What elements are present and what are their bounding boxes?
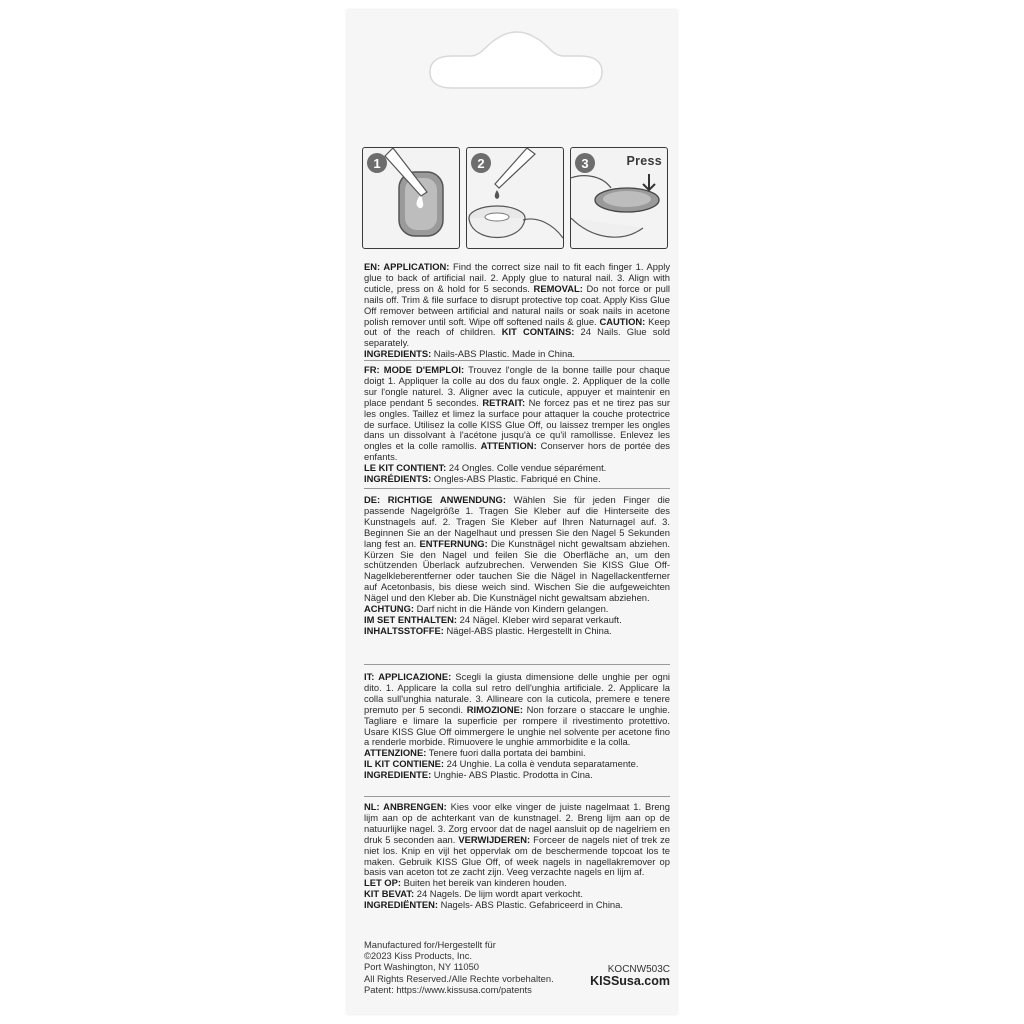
fr-ingredients-text: Ongles-ABS Plastic. Fabriqué en Chine.: [431, 473, 601, 485]
fr-ingredients-heading: INGRÉDIENTS:: [364, 473, 432, 485]
it-kit-text: 24 Unghie. La colla è venduta separatamente.: [444, 758, 639, 770]
de-kit-text: 24 Nägel. Kleber wird separat verkauft.: [457, 613, 622, 625]
de-caution-heading: ACHTUNG:: [364, 603, 414, 615]
it-application-text: Scegli la giusta dimensione delle unghie per ogni dito. 1. Applicare la colla sul retro dell'unghia artificiale. 2. Applicare la colla sull'unghia naturale. 3. Allineare con la cuticola, premere e tenere premuto per 5 secondi.: [364, 671, 670, 715]
step-1-number: 1: [373, 156, 381, 171]
de-caution-text: Darf nicht in die Hände von Kindern gelangen.: [414, 603, 609, 615]
nl-application-text: Kies voor elke vinger de juiste nagelmaat 1. Breng lijm aan op de achterkant van de kunstnagel. 2. Breng lijm aan op de natuurlijke nagel. 3. Zorg ervoor dat de nagel aansluit op de nagelriem en druk 5 seconden aan.: [364, 801, 670, 845]
divider: [364, 796, 670, 797]
nl-application-heading: NL: ANBRENGEN:: [364, 801, 447, 812]
fr-application-text: Trouvez l'ongle de la bonne taille pour chaque doigt 1. Appliquer la colle au dos du faux ongle. 2. Appliquer de la colle sur l'ongle naturel. 3. Aligner avec la cuticule, appuyer et maintenir en place pendant 5 secondes.: [364, 364, 670, 408]
website-link: KISSusa.com: [590, 974, 670, 988]
section-fr: [364, 365, 670, 485]
en-kit-text: 24 Nails. Glue sold separately.: [364, 326, 670, 349]
de-kit-heading: IM SET ENTHALTEN:: [364, 613, 458, 625]
step-3-illustration: [570, 147, 668, 249]
de-removal-text: Die Kunstnägel nicht gewaltsam abziehen. Kürzen Sie den Nagel und feilen Sie die Oberfläche an, um den schützenden Überlack aufzubrechen. Verwenden Sie KISS Glue Off-Nagelkleberentferner oder tauchen Sie die Nägel in Nagellackentferner auf Acetonbasis, bis diese weich sind. Wischen Sie die aufgeweichten Nägel und den Kleber ab. Die Kunstnägel nicht gewaltsam abziehen.: [364, 537, 670, 604]
press-label: Press: [626, 154, 662, 168]
instruction-steps: [362, 147, 668, 249]
section-en: [364, 262, 670, 360]
fr-caution-heading: ATTENTION:: [480, 440, 537, 452]
fr-application-heading: FR: MODE D'EMPLOI:: [364, 364, 465, 375]
manufacturer-footer: [364, 939, 670, 995]
footer-copyright: ©2023 Kiss Products, Inc.: [364, 950, 473, 962]
de-removal-heading: ENTFERNUNG:: [419, 537, 488, 549]
nl-removal-heading: VERWIJDEREN:: [458, 833, 531, 845]
en-ingredients-heading: INGREDIENTS:: [364, 348, 432, 360]
en-application-heading: EN: APPLICATION:: [364, 261, 450, 272]
footer-rights: All Rights Reserved./Alle Rechte vorbehalten.: [364, 972, 554, 984]
de-ingredients-text: Nägel-ABS plastic. Hergestellt in China.: [443, 624, 612, 636]
de-application-text: Wählen Sie für jeden Finger die passende Nagelgröße 1. Tragen Sie Kleber auf die Hinterseite des Kunstnagels auf. 2. Tragen Sie Kleber auf Ihren Naturnagel auf. 3. Beginnen Sie an der Nagelhaut und pressen Sie den Nagel 5 Sekunden lang fest an.: [364, 494, 670, 549]
nl-caution-heading: LET OP:: [364, 877, 401, 889]
it-removal-heading: RIMOZIONE:: [466, 703, 523, 715]
it-application-heading: IT: APPLICAZIONE:: [364, 671, 452, 682]
footer-manufactured-for: Manufactured for/Hergestellt für: [364, 939, 496, 950]
it-caution-text: Tenere fuori dalla portata dei bambini.: [426, 747, 586, 759]
hang-hole: [0, 0, 1024, 140]
fr-removal-heading: RETRAIT:: [482, 396, 526, 408]
it-removal-text: Non forzare o staccare le unghie. Tagliare e limare la superficie per rompere il rivestimento protettivo. Usare KISS Glue Off oimmergere le unghie nel solvente per acetone fino a renderle morbide. Rimuovere le unghie ammorbidite e la colla.: [364, 703, 670, 748]
en-removal-text: Do not force or pull nails off. Trim & file surface to disrupt protective top coat. Apply Kiss Glue Off remover between artificial and natural nails or soak nails in acetone polish remover until soft. Wipe off softened nails & glue.: [364, 282, 670, 327]
nl-removal-text: Forceer de nagels niet of trek ze niet los. Knip en vijl het oppervlak om de beschermende topcoat los te maken. Gebruik KISS Glue Off, of week nagels in nagellakremover op basis van aceton tot ze zacht zijn. Veeg verzachte nagels en lijm af.: [364, 833, 670, 878]
divider: [364, 664, 670, 665]
fr-kit-text: 24 Ongles. Colle vendue séparément.: [446, 462, 607, 474]
en-caution-heading: CAUTION:: [599, 315, 646, 327]
en-application-text: Find the correct size nail to fit each finger 1. Apply glue to back of artificial nail. 2. Apply glue to natural nail. 3. Align with cuticle, press on & hold for 5 seconds.: [364, 261, 671, 294]
it-caution-heading: ATTENZIONE:: [364, 747, 427, 759]
de-application-heading: DE: RICHTIGE ANWENDUNG:: [364, 494, 506, 505]
it-kit-heading: IL KIT CONTIENE:: [364, 758, 445, 770]
nl-kit-heading: KIT BEVAT:: [364, 888, 415, 900]
it-ingredients-text: Unghie- ABS Plastic. Prodotta in Cina.: [431, 769, 593, 781]
fr-kit-heading: LE KIT CONTIENT:: [364, 462, 447, 474]
en-caution-text: Keep out of the reach of children.: [364, 315, 671, 338]
nl-ingredients-heading: INGREDIËNTEN:: [364, 899, 438, 911]
section-nl: [364, 802, 670, 911]
footer-patent: Patent: https://www.kissusa.com/patents: [364, 983, 532, 995]
product-code: KOCNW503C: [607, 964, 670, 975]
it-ingredients-heading: INGREDIENTE:: [364, 769, 432, 781]
footer-address: Port Washington, NY 11050: [364, 961, 479, 973]
fr-caution-text: Conserver hors de portée des enfants.: [364, 440, 670, 463]
nl-ingredients-text: Nagels- ABS Plastic. Gefabriceerd in China.: [437, 899, 623, 911]
divider: [364, 360, 670, 361]
divider: [364, 488, 670, 489]
step-2-number: 2: [477, 156, 485, 171]
section-de: [364, 495, 670, 637]
fr-removal-text: Ne forcez pas et ne tirez pas sur les ongles. Taillez et limez la surface pour attaquer la couche protectrice de surface. Utilisez la colle KISS Glue Off, ou laissez tremper les ongles dans un dissolvant à l'acétone jusqu'à ce qu'il ramollisse. Enlevez les ongles et la colle ramollis.: [364, 396, 670, 452]
en-ingredients-text: Nails-ABS Plastic. Made in China.: [431, 348, 576, 360]
en-removal-heading: REMOVAL:: [533, 282, 583, 294]
de-ingredients-heading: INHALTSSTOFFE:: [364, 624, 444, 636]
step-2-illustration: [466, 147, 564, 249]
nl-kit-text: 24 Nagels. De lijm wordt apart verkocht.: [414, 888, 583, 900]
nl-caution-text: Buiten het bereik van kinderen houden.: [400, 877, 567, 889]
en-kit-heading: KIT CONTAINS:: [501, 326, 575, 338]
section-it: [364, 672, 670, 781]
step-1-illustration: [362, 147, 460, 249]
step-3-number: 3: [581, 156, 589, 171]
